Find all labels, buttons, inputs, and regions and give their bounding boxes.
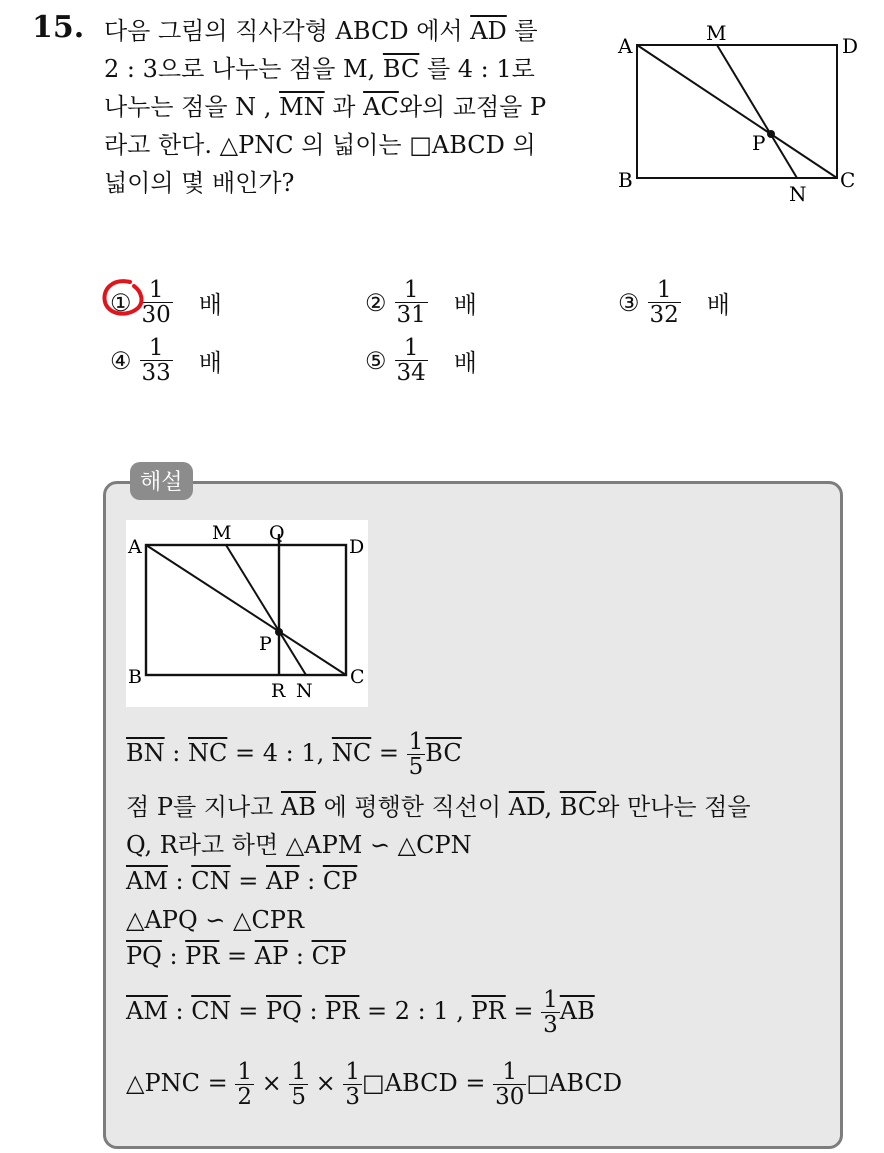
choice-4-fraction	[140, 336, 173, 385]
numerator: 1	[148, 335, 164, 361]
solution-point-p	[275, 628, 283, 636]
fraction	[541, 988, 560, 1037]
denominator: 30	[495, 1084, 525, 1110]
choice-1-unit: 배	[198, 291, 222, 319]
choice-3-unit: 배	[706, 291, 730, 319]
seg: $\overline{PR}$	[185, 942, 220, 970]
seg: $\overline{CP}$	[322, 867, 358, 895]
question-line-3	[104, 88, 594, 126]
sol-label-m: M	[212, 522, 232, 544]
text: 다음 그림의 직사각형 ABCD 에서	[104, 17, 471, 45]
numerator: 1	[403, 335, 419, 361]
label-m: M	[706, 21, 727, 45]
seg: $\overline{AP}$	[254, 942, 289, 970]
text: □ABCD	[526, 1069, 623, 1097]
denominator: 30	[141, 302, 171, 328]
choice-1-mark: ①	[110, 288, 132, 317]
question-text	[104, 12, 594, 202]
seg: $\overline{BC}$	[425, 739, 462, 767]
choice-4-mark: ④	[110, 346, 132, 375]
answer-circle-mark	[100, 276, 150, 320]
label-a: A	[618, 34, 633, 58]
seg: $\overline{AB}$	[559, 997, 595, 1025]
denominator: 3	[543, 1012, 558, 1038]
text: =	[505, 997, 542, 1025]
sol-label-c: C	[350, 666, 365, 688]
choice-4[interactable]	[110, 336, 222, 385]
numerator: 1	[656, 277, 672, 303]
solution-figure	[126, 520, 368, 707]
numerator: 1	[148, 277, 164, 303]
text: ,	[544, 793, 560, 821]
denominator: 34	[396, 360, 426, 386]
choice-5-unit: 배	[453, 349, 477, 377]
seg: $\overline{PR}$	[325, 997, 360, 1025]
numerator: 1	[237, 1059, 252, 1085]
text: 점 P를 지나고	[126, 793, 281, 821]
text: :	[299, 867, 323, 895]
fraction	[289, 1060, 308, 1109]
label-p: P	[752, 131, 766, 155]
text: :	[288, 942, 312, 970]
seg: $\overline{CN}$	[191, 867, 231, 895]
numerator: 1	[502, 1059, 518, 1085]
seg: $\overline{BC}$	[559, 793, 597, 821]
numerator: 1	[543, 987, 558, 1013]
segment-mn-line	[717, 45, 797, 178]
fraction	[235, 1060, 254, 1109]
text: :	[161, 942, 186, 970]
solution-line-7	[126, 988, 595, 1037]
diagonal-ac	[637, 45, 837, 178]
seg: $\overline{NC}$	[331, 739, 372, 767]
choice-2-unit: 배	[453, 291, 477, 319]
question-number: 15.	[32, 10, 85, 45]
text: 2 : 3으로 나누는 점을 M,	[104, 55, 383, 83]
numerator: 1	[291, 1059, 306, 1085]
solution-line-3: Q, R라고 하면 △APM ∽ △CPN	[126, 831, 472, 859]
question-line-2	[104, 50, 594, 88]
seg: $\overline{NC}$	[187, 739, 228, 767]
fraction	[343, 1060, 362, 1109]
seg: $\overline{AP}$	[266, 867, 300, 895]
numerator: 1	[345, 1059, 361, 1085]
text: △PNC =	[126, 1069, 236, 1097]
denominator: 5	[408, 754, 424, 780]
choice-4-unit: 배	[198, 349, 222, 377]
text: :	[167, 997, 192, 1025]
solution-diagonal-ac	[146, 545, 346, 675]
text: = 4 : 1,	[227, 739, 332, 767]
seg: $\overline{PQ}$	[266, 997, 302, 1025]
choice-5-mark: ⑤	[365, 346, 387, 375]
seg: $\overline{PR}$	[471, 997, 506, 1025]
text: 에 평행한 직선이	[315, 793, 509, 821]
seg: $\overline{PQ}$	[126, 942, 162, 970]
seg: $\overline{BN}$	[126, 739, 165, 767]
times: ×	[253, 1069, 290, 1097]
solution-segment-mn	[226, 545, 306, 675]
choice-3-mark: ③	[618, 288, 640, 317]
text: 를 4 : 1로	[419, 55, 535, 83]
solution-line-8	[126, 1060, 622, 1109]
sol-label-q: Q	[269, 522, 285, 544]
choice-2[interactable]	[365, 278, 477, 327]
text: 나누는 점을 N ,	[104, 93, 280, 121]
question-figure	[610, 15, 870, 210]
numerator: 1	[403, 277, 419, 303]
segment-mn: $\overline{MN}$	[279, 93, 325, 121]
question-line-4: 라고 한다. △PNC 의 넓이는 □ABCD 의	[104, 131, 536, 159]
text: 를	[506, 17, 538, 45]
choice-5[interactable]	[365, 336, 477, 385]
solution-tab: 해설	[130, 462, 193, 500]
text: □ABCD =	[362, 1069, 494, 1097]
solution-line-5: △APQ ∽ △CPR	[126, 906, 305, 934]
sol-label-n: N	[296, 680, 313, 702]
seg: $\overline{AM}$	[126, 997, 168, 1025]
choice-3-fraction	[648, 278, 681, 327]
text: =	[230, 867, 266, 895]
segment-ad: $\overline{AD}$	[470, 17, 507, 45]
denominator: 2	[237, 1084, 252, 1110]
sol-label-b: B	[128, 666, 142, 688]
question-line-5: 넓이의 몇 배인가?	[104, 169, 295, 197]
seg: $\overline{AD}$	[508, 793, 545, 821]
denominator: 5	[291, 1084, 306, 1110]
label-d: D	[842, 34, 859, 58]
choice-3[interactable]	[618, 278, 730, 327]
seg: $\overline{CN}$	[191, 997, 231, 1025]
segment-bc: $\overline{BC}$	[382, 55, 420, 83]
text: =	[371, 739, 407, 767]
sol-label-r: R	[271, 680, 286, 702]
text: :	[167, 867, 192, 895]
sol-label-d: D	[349, 536, 365, 558]
label-b: B	[618, 168, 633, 192]
sol-label-p: P	[259, 633, 272, 655]
solution-line-2	[126, 792, 751, 822]
seg: $\overline{AM}$	[126, 867, 168, 895]
text: =	[219, 942, 255, 970]
denominator: 31	[396, 302, 426, 328]
solution-line-4	[126, 866, 357, 896]
choice-2-fraction	[395, 278, 428, 327]
seg: $\overline{AB}$	[280, 793, 316, 821]
question-line-1	[104, 12, 594, 50]
segment-ac: $\overline{AC}$	[363, 93, 399, 121]
solution-line-6	[126, 941, 346, 971]
seg: $\overline{CP}$	[311, 942, 347, 970]
label-c: C	[840, 168, 856, 192]
text: 와 만나는 점을	[596, 793, 751, 821]
times: ×	[308, 1069, 344, 1097]
denominator: 33	[141, 360, 171, 386]
text: :	[164, 739, 188, 767]
sol-label-a: A	[128, 536, 142, 558]
text: 와의 교점을 P	[398, 93, 547, 121]
fraction	[407, 730, 426, 779]
text: 과	[324, 93, 364, 121]
denominator: 3	[345, 1084, 361, 1110]
text: =	[230, 997, 266, 1025]
choice-5-fraction	[395, 336, 428, 385]
choice-2-mark: ②	[365, 288, 387, 317]
point-p	[767, 130, 775, 138]
solution-line-1	[126, 730, 462, 779]
label-n: N	[789, 182, 807, 206]
text: = 2 : 1 ,	[359, 997, 472, 1025]
numerator: 1	[408, 729, 424, 755]
fraction	[493, 1060, 526, 1109]
denominator: 32	[649, 302, 679, 328]
text: :	[301, 997, 326, 1025]
